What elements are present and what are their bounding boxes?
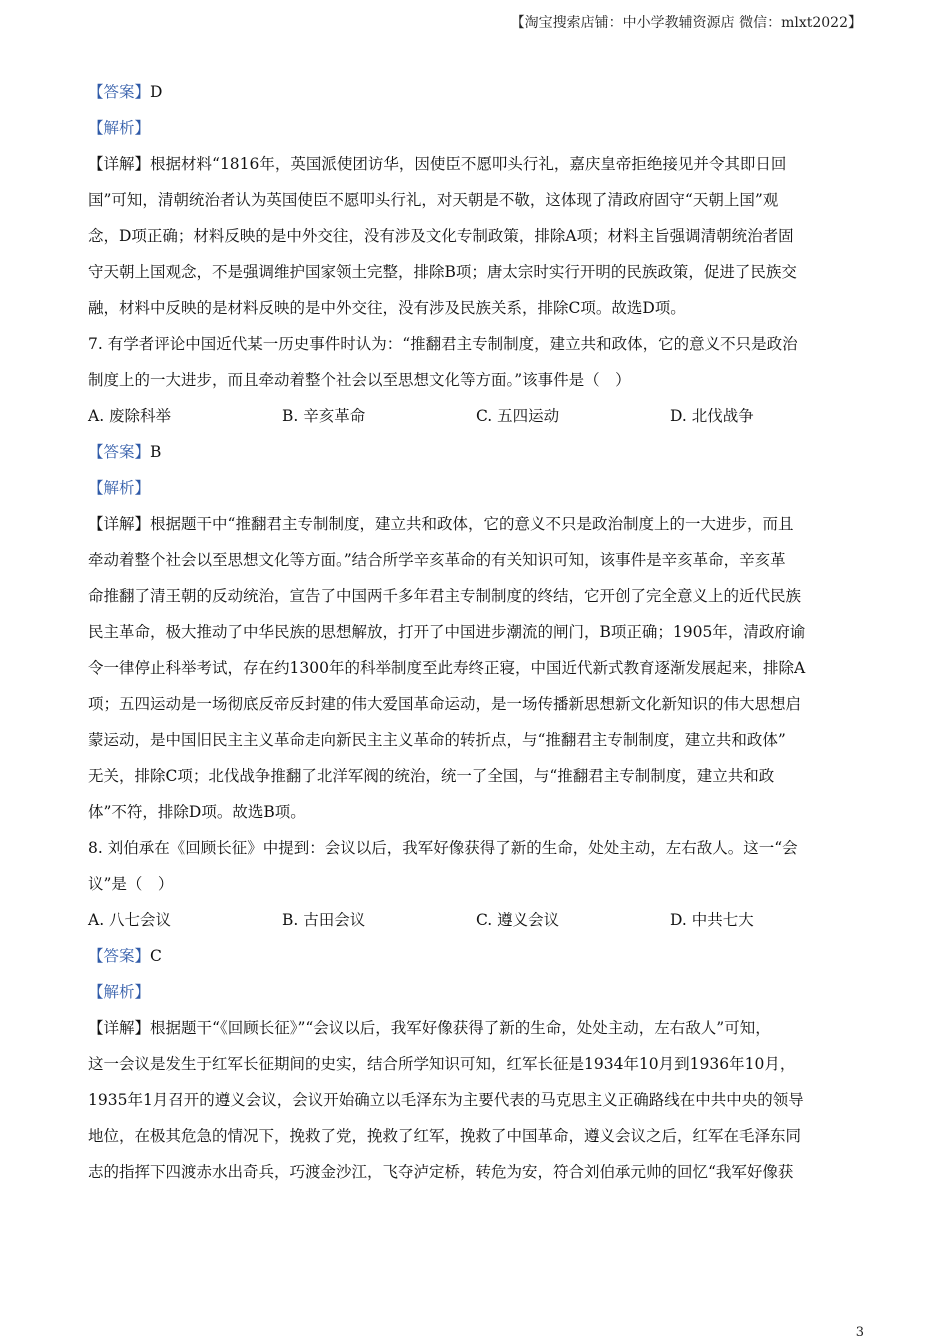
- option-d: D. 北伐战争: [670, 407, 754, 425]
- question-options: [88, 398, 868, 434]
- detail-tag: 【详解】: [88, 515, 151, 533]
- option-a: A. 废除科举: [88, 407, 172, 425]
- option-c: C. 遵义会议: [476, 911, 560, 929]
- detail-tag: 【详解】: [88, 1019, 151, 1037]
- analysis-heading: 【解析】: [88, 119, 151, 137]
- option-c: C. 五四运动: [476, 407, 560, 425]
- page-header: 【淘宝搜索店铺：中小学教辅资源店 微信：mlxt2022】: [510, 15, 862, 31]
- document-body: [88, 74, 868, 1190]
- detail-paragraph: 【详解】根据题干“《回顾长征》”“会议以后，我军好像获得了新的生命，处处主动，左右敌人”可知， 这一会议是发生于红军长征期间的史实，结合所学知识可知，红军长征是1934年10月到1936年10月， 1935年1月召开的遵义会议，会议开始确立以毛泽东为主要代表的马克思主义正确路线在中共中央的领导 地位，在极其危急的情况下，挽救了党，挽救了红军，挽救了中国革命，遵义会议之后，红军在毛泽东同 志的指挥下四渡赤水出奇兵，巧渡金沙江，飞夺泸定桥，转危为安，符合刘伯承元帅的回忆“我军好像获: [88, 1019, 804, 1181]
- answer-line: 【答案】C: [88, 947, 162, 965]
- question-options: [88, 902, 868, 938]
- question-stem: 7. 有学者评论中国近代某一历史事件时认为：“推翻君主专制制度，建立共和政体，它的意义不只是政治 制度上的一大进步，而且牵动着整个社会以至思想文化等方面。”该事件是（ ）: [88, 335, 798, 389]
- answer-value: D: [150, 83, 163, 101]
- answer-value: C: [150, 947, 162, 965]
- option-b: B. 辛亥革命: [282, 407, 366, 425]
- question-stem: 8. 刘伯承在《回顾长征》中提到：会议以后，我军好像获得了新的生命，处处主动，左右敌人。这一“会 议”是（ ）: [88, 839, 798, 893]
- page-number: 3: [855, 1325, 864, 1340]
- answer-line: 【答案】B: [88, 443, 162, 461]
- analysis-heading: 【解析】: [88, 983, 151, 1001]
- detail-paragraph: 【详解】根据题干中“推翻君主专制制度，建立共和政体，它的意义不只是政治制度上的一大进步，而且 牵动着整个社会以至思想文化等方面。”结合所学辛亥革命的有关知识可知，该事件是辛亥革命，辛亥革 命推翻了清王朝的反动统治，宣告了中国两千多年君主专制制度的终结，它开创了完全意义上的近代民族 民主革命，极大推动了中华民族的思想解放，打开了中国进步潮流的闸门，B项正确；1905年，清政府谕 令一律停止科举考试，存在约1300年的科举制度至此寿终正寝，中国近代新式教育逐渐发展起来，排除A 项；五四运动是一场彻底反帝反封建的伟大爱国革命运动，是一场传播新思想新文化新知识的伟大思想启 蒙运动，是中国旧民主主义革命走向新民主主义革命的转折点，与“推翻君主专制制度，建立共和政体” 无关，排除C项；北伐战争推翻了北洋军阀的统治，统一了全国，与“推翻君主专制制度，建立共和政 体”不符，排除D项。故选B项。: [88, 515, 806, 821]
- option-b: B. 古田会议: [282, 911, 366, 929]
- answer-value: B: [150, 443, 162, 461]
- analysis-heading: 【解析】: [88, 479, 151, 497]
- detail-paragraph: 【详解】根据材料“1816年，英国派使团访华，因使臣不愿叩头行礼，嘉庆皇帝拒绝接见并令其即日回 国”可知，清朝统治者认为英国使臣不愿叩头行礼，对天朝是不敬，这体现了清政府固守“天朝上国”观 念，D项正确；材料反映的是中外交往，没有涉及文化专制政策，排除A项；材料主旨强调清朝统治者固 守天朝上国观念，不是强调维护国家领土完整，排除B项；唐太宗时实行开明的民族政策，促进了民族交 融，材料中反映的是材料反映的是中外交往，没有涉及民族关系，排除C项。故选D项。: [88, 155, 797, 317]
- detail-tag: 【详解】: [88, 155, 151, 173]
- answer-line: 【答案】D: [88, 83, 163, 101]
- option-a: A. 八七会议: [88, 911, 172, 929]
- option-d: D. 中共七大: [670, 911, 754, 929]
